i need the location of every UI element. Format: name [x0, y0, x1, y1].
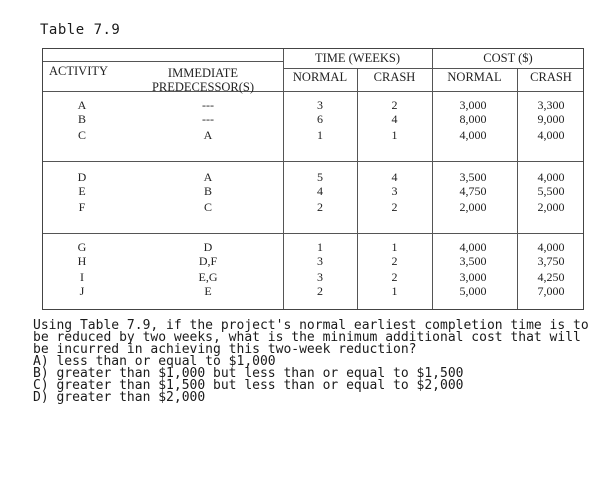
predecessor-header: IMMEDIATE — [167, 66, 239, 80]
question-text: Using Table 7.9, if the project's normal earliest completion time is to be reduced by two weeks, what is the minimum additional cost that will be incurred in achieving this two-week reduction? — [33, 318, 589, 357]
cell-cn: 3,500 — [459, 254, 487, 268]
cell-activity: C — [77, 128, 86, 142]
cell-tc: 2 — [391, 200, 398, 214]
cell-pred: D — [203, 240, 213, 254]
predecessor-header: PREDECESSOR(S) — [151, 80, 255, 94]
cell-tc: 2 — [391, 254, 398, 268]
cell-tc: 1 — [391, 128, 398, 142]
cell-tc: 4 — [391, 170, 398, 184]
cell-tc: 2 — [391, 98, 398, 112]
cell-cn: 4,750 — [459, 184, 487, 198]
divider — [43, 161, 583, 162]
divider — [43, 91, 583, 92]
divider — [432, 49, 433, 309]
cost-group-header: COST ($) — [483, 51, 533, 65]
cell-cc: 4,000 — [537, 170, 565, 184]
cell-pred: A — [203, 170, 213, 184]
question-block — [33, 320, 593, 404]
cell-cc: 4,000 — [537, 128, 565, 142]
divider — [517, 68, 518, 309]
cell-activity: I — [80, 270, 84, 284]
answer-option: D) greater than $2,000 — [33, 390, 206, 405]
cell-activity: A — [77, 98, 87, 112]
cell-cc: 4,250 — [537, 270, 565, 284]
cell-pred: E,G — [198, 270, 218, 284]
cell-activity: F — [78, 200, 86, 214]
cell-cn: 4,000 — [459, 240, 487, 254]
cell-cc: 7,000 — [537, 284, 565, 298]
cell-activity: G — [77, 240, 87, 254]
cell-cc: 3,300 — [537, 98, 565, 112]
cell-pred: A — [203, 128, 213, 142]
cell-tn: 4 — [317, 184, 323, 198]
answer-option: A) less than or equal to $1,000 — [33, 354, 276, 369]
cell-cc: 4,000 — [537, 240, 565, 254]
cell-cn: 4,000 — [459, 128, 487, 142]
cell-tn: 2 — [317, 284, 323, 298]
activity-table — [42, 48, 584, 310]
cell-tc: 1 — [391, 240, 398, 254]
cell-cc: 2,000 — [537, 200, 565, 214]
answer-option: B) greater than $1,000 but less than or equal to $1,500 — [33, 366, 464, 381]
cell-cn: 3,500 — [459, 170, 487, 184]
cell-tn: 2 — [317, 200, 323, 214]
activity-header: ACTIVITY — [49, 64, 109, 78]
cell-tn: 3 — [317, 254, 323, 268]
cell-tc: 2 — [391, 270, 398, 284]
cell-pred: C — [203, 200, 212, 214]
cell-cn: 3,000 — [459, 270, 487, 284]
cell-pred: B — [203, 184, 212, 198]
cell-activity: E — [78, 184, 86, 198]
cell-tn: 1 — [317, 128, 323, 142]
cell-tn: 3 — [317, 98, 323, 112]
time-group-header: TIME (WEEKS) — [314, 51, 401, 65]
cost-normal-header: NORMAL — [447, 70, 502, 84]
cell-tn: 5 — [317, 170, 323, 184]
cell-cn: 8,000 — [459, 112, 487, 126]
cell-tn: 3 — [317, 270, 323, 284]
cost-crash-header: CRASH — [530, 70, 572, 84]
cell-tc: 1 — [391, 284, 398, 298]
cell-tn: 1 — [317, 240, 323, 254]
cell-activity: B — [77, 112, 86, 126]
table-caption: Table 7.9 — [40, 22, 121, 38]
cell-activity: J — [79, 284, 85, 298]
cell-pred: E — [204, 284, 212, 298]
time-normal-header: NORMAL — [292, 70, 348, 84]
cell-tc: 3 — [391, 184, 398, 198]
cell-cn: 5,000 — [459, 284, 487, 298]
cell-cn: 2,000 — [459, 200, 487, 214]
divider — [283, 68, 583, 69]
cell-cc: 3,750 — [537, 254, 565, 268]
answer-option: C) greater than $1,500 but less than or equal to $2,000 — [33, 378, 464, 393]
cell-pred: --- — [202, 98, 214, 112]
cell-activity: D — [77, 170, 87, 184]
cell-pred: D,F — [198, 254, 218, 268]
cell-tc: 4 — [391, 112, 398, 126]
cell-cn: 3,000 — [459, 98, 487, 112]
divider — [43, 233, 583, 234]
cell-pred: --- — [202, 112, 214, 126]
cell-activity: H — [77, 254, 87, 268]
divider — [43, 61, 283, 62]
cell-tn: 6 — [317, 112, 323, 126]
time-crash-header: CRASH — [373, 70, 416, 84]
cell-cc: 9,000 — [537, 112, 565, 126]
cell-cc: 5,500 — [537, 184, 565, 198]
